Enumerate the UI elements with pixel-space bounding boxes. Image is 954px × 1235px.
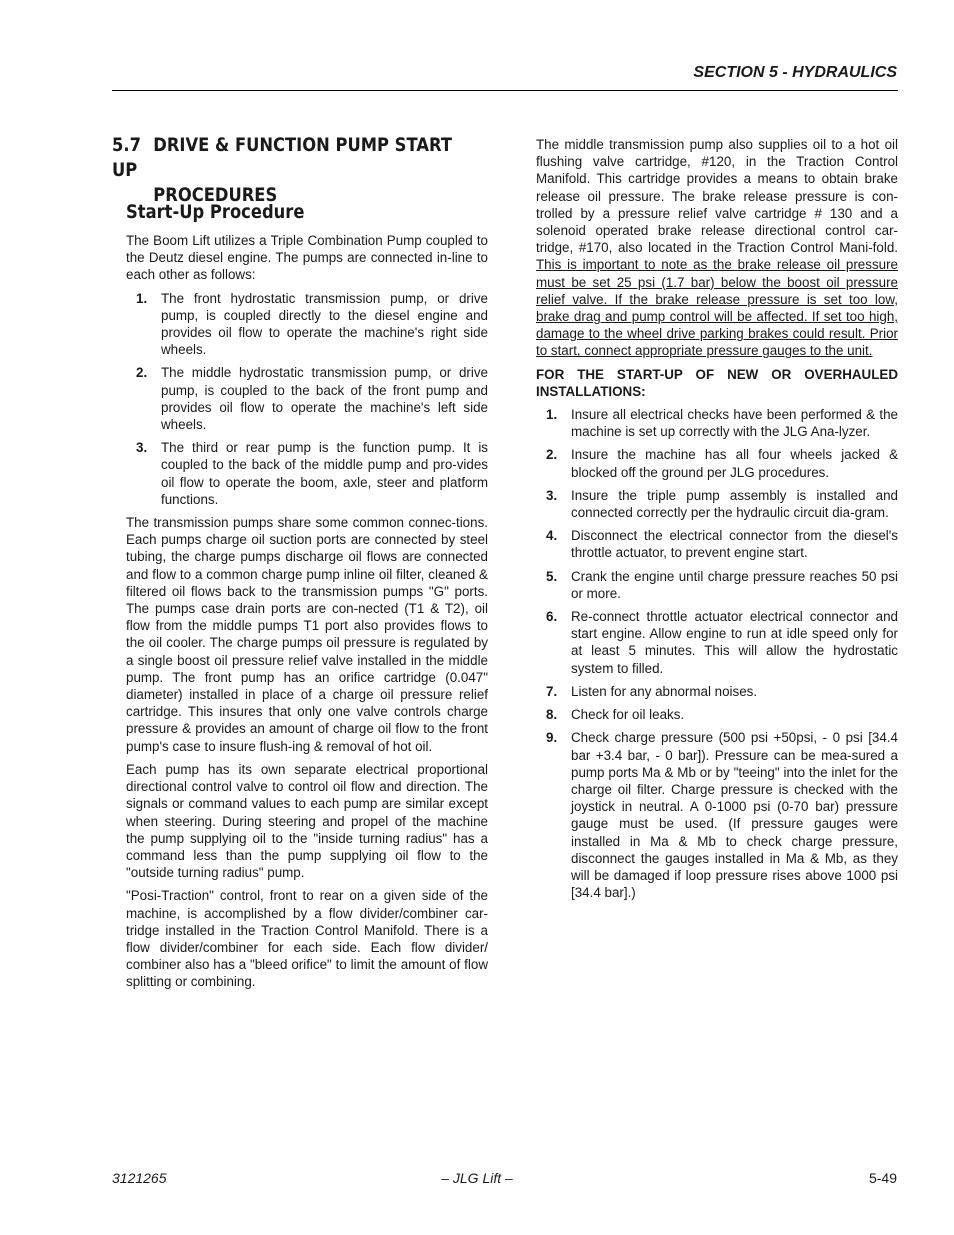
right-column (536, 136, 898, 907)
brake-release-text: The middle transmission pump also supplies oil to a hot oil flushing valve cartridge, #120, in the Traction Control Manifold. This cartridge provides a means to obtain brake release oil pressure. The brake release pressure is con-trolled by a pressure relief valve cartridge # 130 and a solenoid operated brake release directional control car-tridge, #170, also located in the Traction Control Mani-fold. (536, 137, 898, 256)
list-text: Disconnect the electrical connector from the diesel's throttle actuator, to prevent engine start. (571, 528, 898, 561)
list-text: Crank the engine until charge pressure reaches 50 psi or more. (571, 568, 898, 601)
list-number: 3. (546, 487, 558, 503)
list-item (536, 568, 898, 602)
list-text: The middle hydrostatic transmission pump, or drive pump, is coupled to the back of the front pump and provides oil flow to operate the machine's left side wheels. (161, 365, 488, 433)
subheading: Start-Up Procedure (126, 201, 305, 223)
list-text: Re-connect throttle actuator electrical connector and start engine. Allow engine to run at idle speed only for at least 5 minutes. This will allow the hydrostatic system to filled. (571, 609, 898, 676)
list-number: 5. (546, 568, 558, 584)
left-column (126, 232, 488, 997)
intro-paragraph: The Boom Lift utilizes a Triple Combination Pump coupled to the Deutz diesel engine. The pumps are connected in-line to each other as follows: (126, 233, 488, 283)
charge-pump-paragraph: The transmission pumps share some common connec-tions. Each pumps charge oil suction ports are connected by steel tubing, the charge pumps discharge oil flows are connected and flow to a common charge pump inline oil filter, cleaned & filtered oil flows back to the transmission pumps "G" ports. The pumps case drain ports are con-nected (T1 & T2), oil flow from the middle pumps T1 port also provides flows to the oil cooler. The charge pumps oil pressure is regulated by a single boost oil pressure relief valve installed in the middle pump. The front pump has an orifice cartridge (0.047" diameter) installed in place of a charge oil pressure relief cartridge. This insures that only one valve controls charge pressure & provides an amount of charge oil flow to the front pump's case to insure flush-ing & removal of hot oil. (126, 515, 488, 754)
footer-doc-number: 3121265 (112, 1170, 167, 1186)
list-text: Check for oil leaks. (571, 707, 685, 723)
list-item (536, 729, 898, 901)
list-number: 2. (136, 365, 148, 381)
list-text: Listen for any abnormal noises. (571, 683, 758, 699)
brake-release-paragraph (536, 136, 898, 360)
footer-publisher: – JLG Lift – (441, 1170, 513, 1186)
list-number: 9. (546, 730, 558, 746)
footer-page-number: 5-49 (868, 1170, 897, 1186)
list-text: Insure all electrical checks have been performed & the machine is set up correctly with the JLG Ana-lyzer. (571, 407, 898, 440)
list-text: The front hydrostatic transmission pump, or drive pump, is coupled directly to the diesel engine and provides oil flow to operate the machine's right side wheels. (161, 290, 488, 358)
startup-steps-list (536, 406, 898, 901)
list-number: 8. (546, 707, 558, 723)
list-item (536, 706, 898, 723)
header-rule (112, 90, 898, 91)
list-text: Check charge pressure (500 psi +50psi, - 0 psi [34.4 bar +3.4 bar, - 0 bar]). Pressure can be mea-sured a pump ports Ma & Mb or by "teeing" into the inlet for the charge oil filter. Charge pressure is checked with the joystick in neutral. A 0-1000 psi (0-70 bar) pressure gauge must be used. (If pressure gauges were installed in Ma & Mb to check charge pressure, disconnect the gauges installed in Ma & Mb, as they will be damaged if loop pressure rises above 1000 psi [34.4 bar].) (571, 730, 898, 901)
page-header-title: SECTION 5 - HYDRAULICS (693, 64, 897, 81)
list-number: 1. (136, 290, 148, 306)
posi-traction-paragraph: "Posi-Traction" control, front to rear on a given side of the machine, is accomplished by a flow divider/combiner car-tridge installed in the Traction Control Manifold. There is a flow divider/combiner for each side. Each flow divider/ combiner also has a "bleed orifice" to limit the amount of flow splitting or combining. (126, 888, 488, 990)
list-text: Insure the triple pump assembly is installed and connected correctly per the hydraulic circuit dia-gram. (571, 487, 898, 521)
list-number: 4. (546, 528, 558, 544)
list-number: 1. (546, 407, 558, 423)
list-item (536, 527, 898, 561)
list-number: 7. (546, 683, 558, 699)
list-text: Insure the machine has all four wheels jacked & blocked off the ground per JLG procedures. (571, 447, 898, 480)
startup-heading: FOR THE START-UP OF NEW OR OVERHAULED INSTALLATIONS: (536, 366, 898, 399)
pump-list (126, 290, 488, 508)
list-item (536, 446, 898, 480)
brake-release-warning: This is important to note as the brake release oil pressure must be set 25 psi (1.7 bar) below the boost oil pressure relief valve. If the brake release pressure is set too low, brake drag and pump control will be affected. If set too high, damage to the wheel drive parking brakes could result. Prior to start, connect appropriate pressure gauges to the unit. (536, 257, 898, 359)
list-number: 2. (546, 447, 558, 463)
section-number: 5.7 (112, 134, 141, 156)
list-item (536, 608, 898, 677)
list-item (126, 439, 488, 508)
list-item (126, 290, 488, 359)
control-valve-paragraph: Each pump has its own separate electrical proportional directional control valve to control oil flow and direction. The signals or command values to each pump are similar except when steering. During steering and propel of the machine the pump supplying oil to the "inside turning radius" has a command less than the pump supplying oil flow to the "outside turning radius" pump. (126, 761, 488, 881)
list-item (536, 683, 898, 700)
section-heading (112, 133, 456, 208)
section-title-line2: PROCEDURES (153, 184, 278, 206)
section-title-line1: DRIVE & FUNCTION PUMP START UP (112, 134, 452, 181)
list-number: 3. (136, 440, 148, 456)
list-item (536, 406, 898, 440)
list-item (536, 487, 898, 521)
list-item (126, 364, 488, 433)
list-number: 6. (546, 609, 558, 625)
list-text: The third or rear pump is the function pump. It is coupled to the back of the middle pump and pro-vides oil flow to operate the boom, axle, steer and platform functions. (161, 440, 488, 507)
